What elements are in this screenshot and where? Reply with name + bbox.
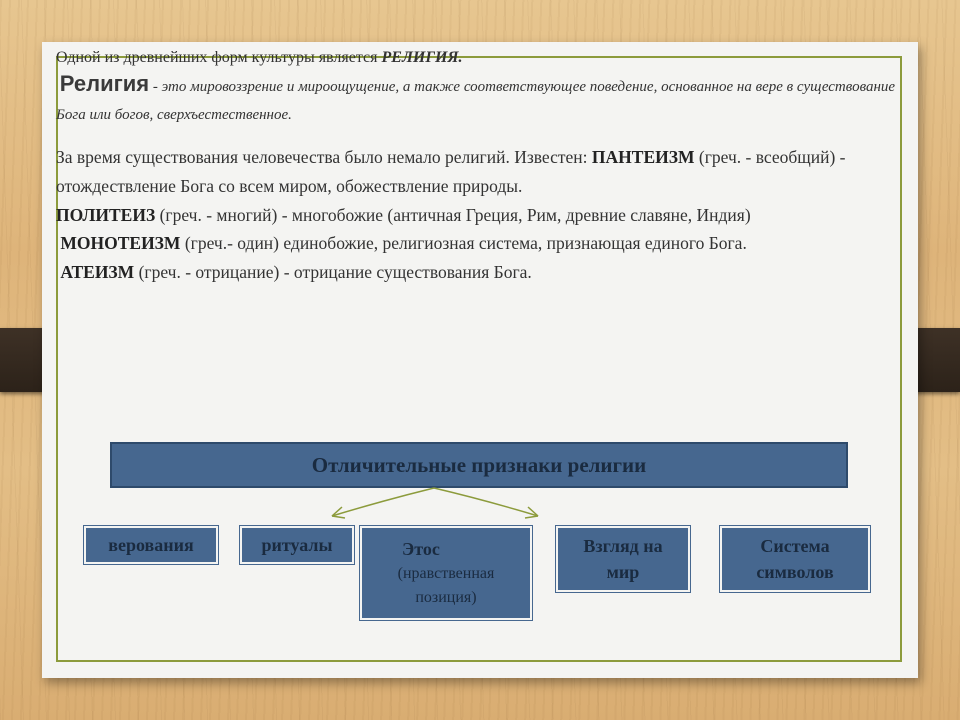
term-monotheism: МОНОТЕИЗМ — [60, 233, 181, 254]
diagram-header: Отличительные признаки религии — [110, 442, 848, 488]
text-pantheism: (греч. - всеобщий) - отождествление Бога со всем миром, обожествление природы. — [56, 147, 846, 196]
box-symbols-label: Система символов — [756, 536, 834, 582]
arrow-left-line — [332, 488, 434, 516]
intro-text: Одной из древнейших форм культуры является — [56, 49, 382, 66]
text-atheism: (греч. - отрицание) - отрицание существования Бога. — [134, 262, 532, 283]
definition-term: Религия — [59, 71, 150, 96]
box-symbols — [720, 526, 870, 592]
box-rituals — [240, 526, 354, 564]
box-beliefs-label: верования — [108, 535, 194, 555]
box-beliefs — [84, 526, 218, 564]
box-worldview — [556, 526, 690, 592]
box-worldview-label: Взгляд на мир — [583, 536, 663, 582]
box-ethos-label: Этос — [402, 539, 440, 559]
box-ethos — [360, 526, 532, 620]
definition-text: - это мировоззрение и мироощущение, а также соответствующее поведение, основанное на вере в существование Бога или богов, сверхъестественное. — [56, 79, 896, 123]
term-polytheism: ПОЛИТЕИЗ — [56, 204, 156, 225]
box-rituals-label: ритуалы — [261, 535, 333, 555]
paragraph-lead: За время существования человечества было немало религий. Известен: — [56, 147, 592, 167]
term-atheism: АТЕИЗМ — [60, 262, 135, 283]
term-pantheism: ПАНТЕИЗМ — [591, 147, 695, 167]
arrow-right-line — [434, 488, 538, 516]
text-monotheism: (греч.- один) единобожие, религиозная система, признающая единого Бога. — [180, 233, 747, 254]
text-polytheism: (греч. - многий) - многобожие (античная Греция, Рим, древние славяне, Индия) — [155, 204, 751, 225]
box-ethos-sub: (нравственная позиция) — [397, 565, 495, 606]
intro-keyword: РЕЛИГИЯ. — [381, 49, 463, 66]
